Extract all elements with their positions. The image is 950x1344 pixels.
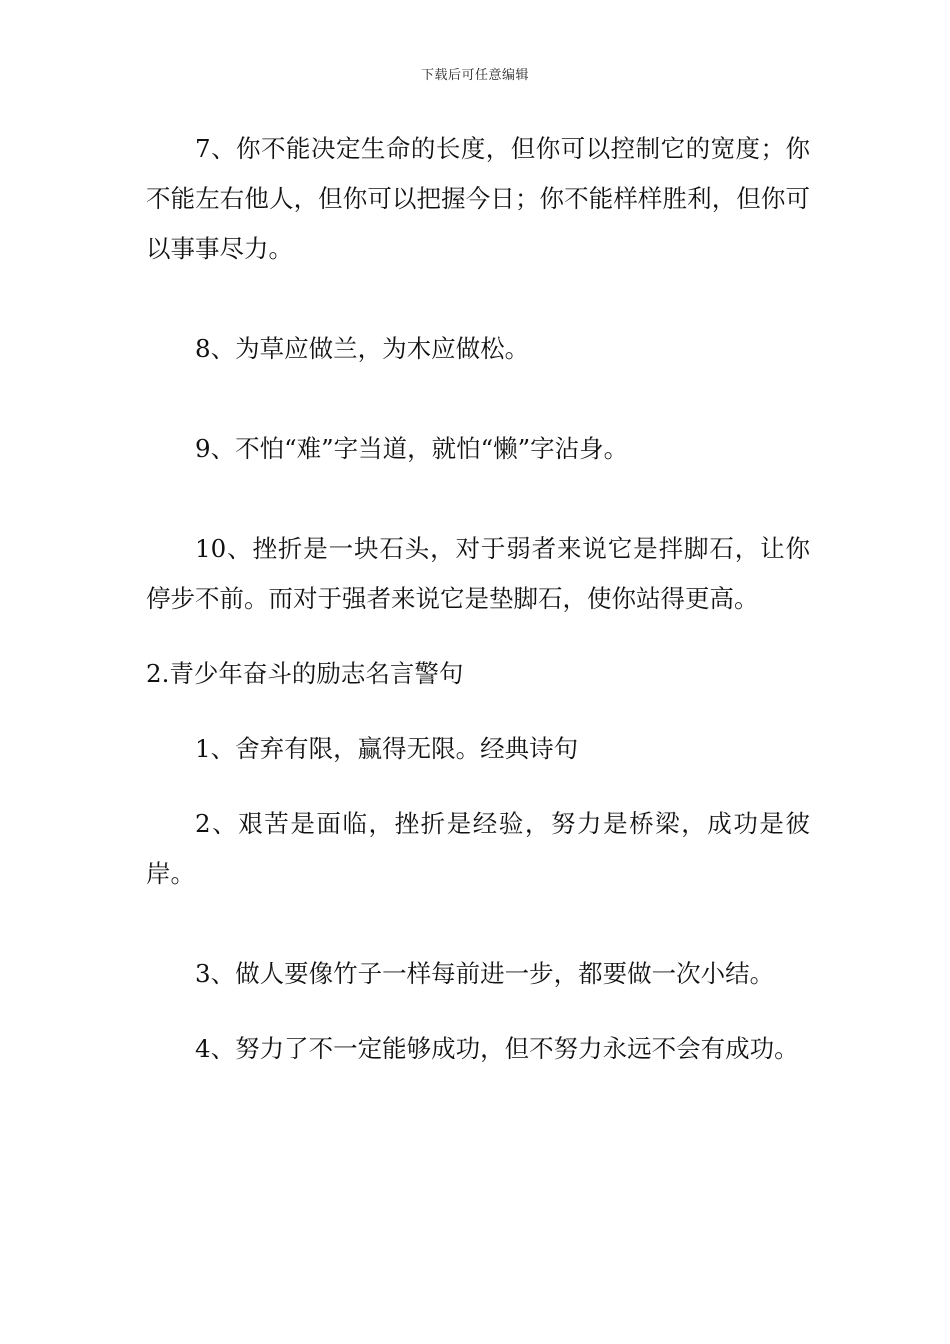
quote-paragraph: 7、你不能决定生命的长度，但你可以控制它的宽度；你不能左右他人，但你可以把握今日；你不能样样胜利，但你可以事事尽力。 — [146, 134, 810, 263]
quote-paragraph: 1、舍弃有限，赢得无限。经典诗句 — [195, 734, 579, 763]
quote-paragraph: 9、不怕“难”字当道，就怕“懒”字沾身。 — [195, 434, 629, 463]
section-heading: 2.青少年奋斗的励志名言警句 — [146, 659, 464, 688]
quote-paragraph: 10、挫折是一块石头，对于弱者来说它是拌脚石，让你停步不前。而对于强者来说它是垫脚石，使你站得更高。 — [146, 534, 810, 613]
document-body — [146, 124, 810, 1074]
page-header-note: 下载后可任意编辑 — [420, 68, 529, 83]
quote-paragraph: 2、艰苦是面临，挫折是经验，努力是桥梁，成功是彼岸。 — [146, 809, 810, 888]
quote-paragraph: 8、为草应做兰，为木应做松。 — [195, 334, 530, 363]
quote-paragraph: 4、努力了不一定能够成功，但不努力永远不会有成功。 — [195, 1034, 799, 1063]
quote-paragraph: 3、做人要像竹子一样每前进一步，都要做一次小结。 — [195, 959, 775, 988]
